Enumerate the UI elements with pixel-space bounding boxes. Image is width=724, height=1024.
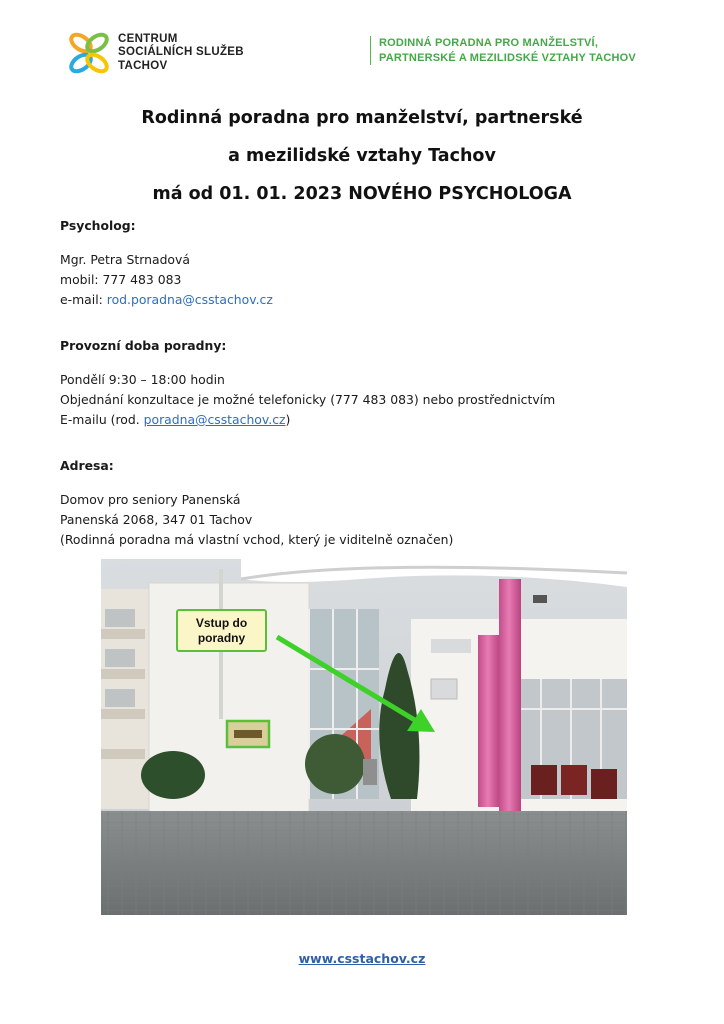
organization-logo [66,30,244,76]
address-line-2: Panenská 2068, 347 01 Tachov [60,512,253,527]
hours-line-2: Objednání konzultace je možné telefonicky (777 483 083) nebo prostřednictvím [60,392,556,407]
title-line-1: Rodinná poradna pro manželství, partnerské [141,108,583,128]
org-name-line-3: TACHOV [118,59,168,72]
department-name-line-1: RODINNÁ PORADNA PRO MANŽELSTVÍ, [379,37,599,49]
psycholog-heading: Psycholog: [60,218,136,233]
hours-email-prefix: E-mailu (rod. [60,412,144,427]
callout-line-2: poradny [197,631,246,645]
hours-heading: Provozní doba poradny: [60,338,227,353]
hours-line-1: Pondělí 9:30 – 18:00 hodin [60,372,225,387]
org-name-line-1: CENTRUM [118,32,178,45]
hours-email-suffix: ) [285,412,291,427]
hours-line-3 [60,410,670,430]
psycholog-name: Mgr. Petra Strnadová [60,252,190,267]
title-line-2: a mezilidské vztahy Tachov [228,146,496,166]
organization-name [118,33,244,74]
hours-email-link[interactable]: poradna@csstachov.cz [143,412,286,427]
title-line-3: má od 01. 01. 2023 NOVÉHO PSYCHOLOGA [152,184,572,204]
psycholog-mobile: mobil: 777 483 083 [60,272,182,287]
psycholog-email-link[interactable]: rod.poradna@csstachov.cz [106,292,273,307]
department-name [370,36,636,65]
document-body [60,216,670,550]
department-name-line-2: PARTNERSKÉ A MEZILIDSKÉ VZTAHY TACHOV [379,51,636,64]
website-link[interactable]: www.csstachov.cz [298,951,426,966]
page-title [0,99,724,213]
org-name-line-2: SOCIÁLNÍCH SLUŽEB [118,46,244,59]
css-tachov-logo-icon [66,30,112,76]
address-heading: Adresa: [60,458,114,473]
callout-line-1: Vstup do [195,616,248,630]
address-line-3: (Rodinná poradna má vlastní vchod, který je viditelně označen) [60,532,454,547]
psycholog-email-line [60,290,670,310]
address-line-1: Domov pro seniory Panenská [60,492,241,507]
entrance-callout [176,609,267,652]
email-label: e-mail: [60,292,107,307]
